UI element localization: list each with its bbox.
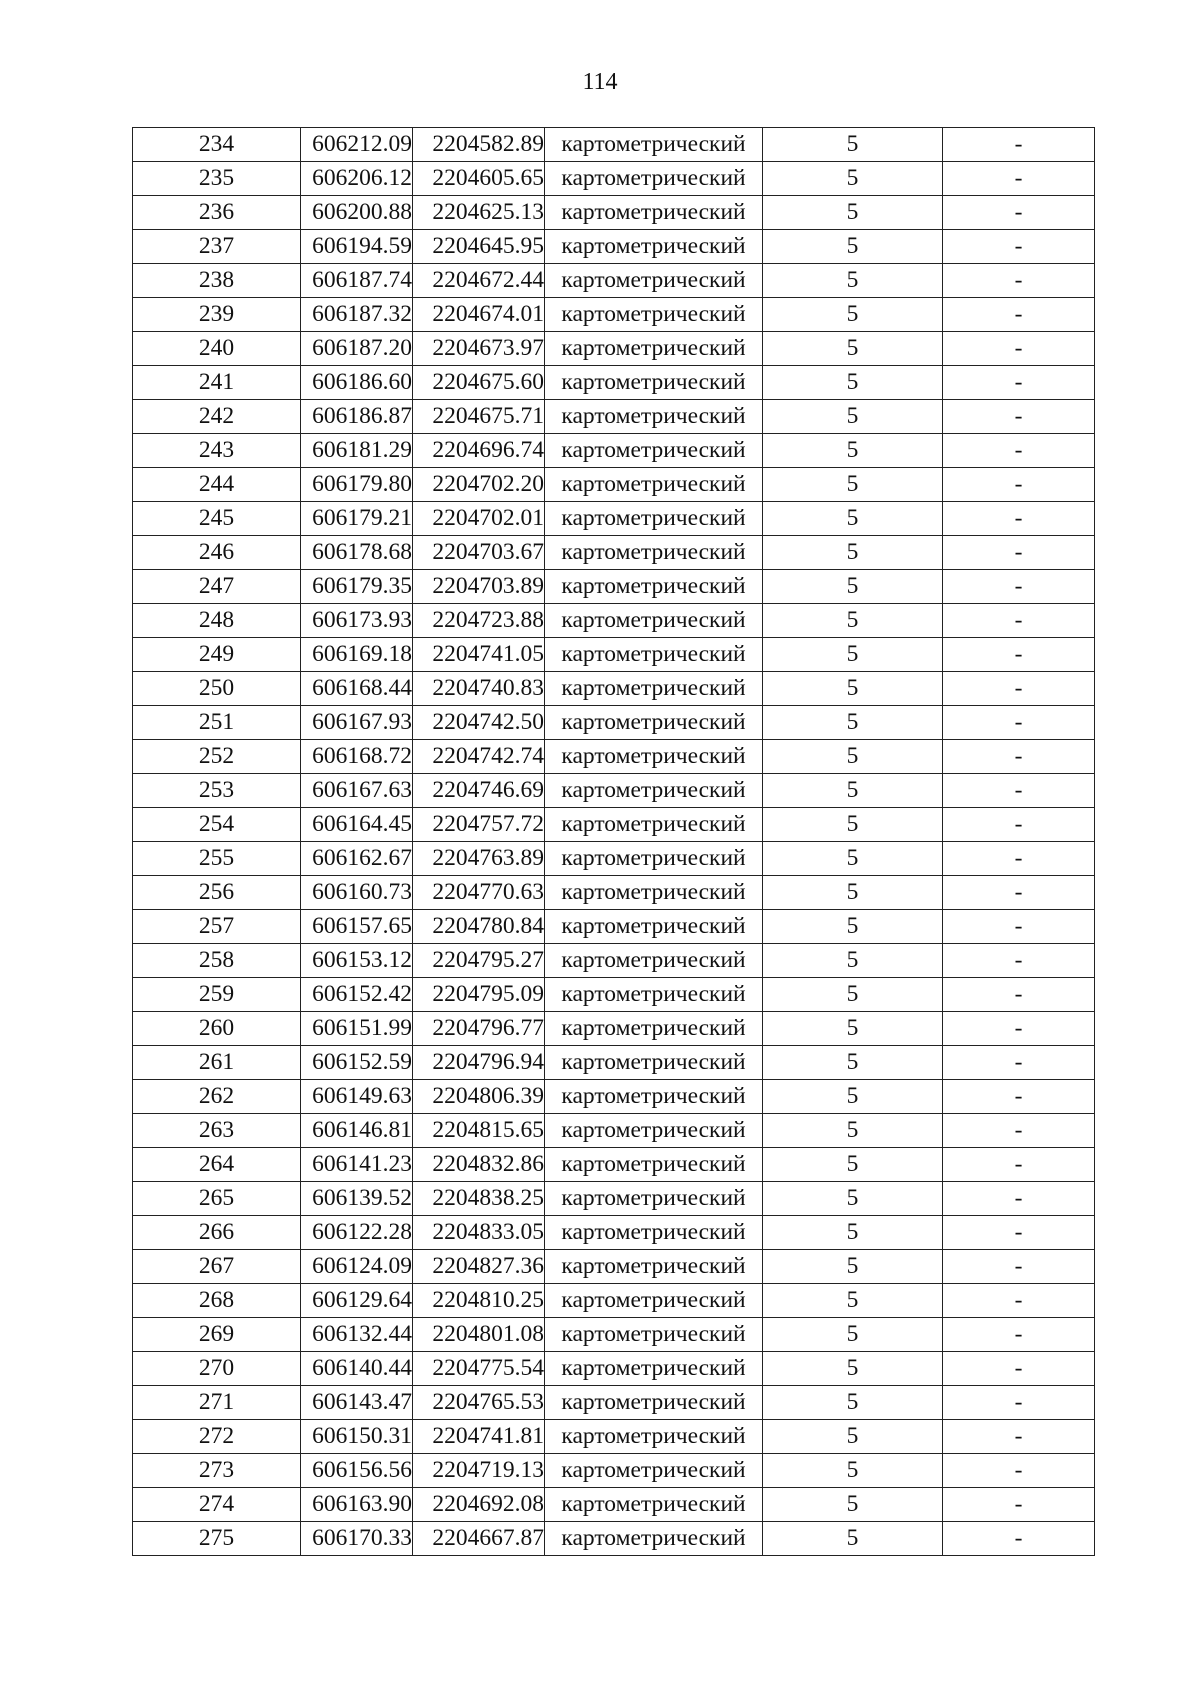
note-cell: - [943, 536, 1095, 570]
method-cell: картометрический [545, 332, 763, 366]
x-coordinate-cell: 606164.45 [301, 808, 413, 842]
x-coordinate-cell: 606149.63 [301, 1080, 413, 1114]
method-cell: картометрический [545, 910, 763, 944]
y-coordinate-cell: 2204795.27 [413, 944, 545, 978]
point-number-cell: 264 [133, 1148, 301, 1182]
accuracy-cell: 5 [763, 842, 943, 876]
note-cell: - [943, 740, 1095, 774]
point-number-cell: 255 [133, 842, 301, 876]
point-number-cell: 242 [133, 400, 301, 434]
method-cell: картометрический [545, 162, 763, 196]
note-cell: - [943, 1046, 1095, 1080]
accuracy-cell: 5 [763, 468, 943, 502]
x-coordinate-cell: 606168.72 [301, 740, 413, 774]
point-number-cell: 274 [133, 1488, 301, 1522]
x-coordinate-cell: 606140.44 [301, 1352, 413, 1386]
accuracy-cell: 5 [763, 1046, 943, 1080]
y-coordinate-cell: 2204674.01 [413, 298, 545, 332]
x-coordinate-cell: 606162.67 [301, 842, 413, 876]
note-cell: - [943, 434, 1095, 468]
method-cell: картометрический [545, 1352, 763, 1386]
y-coordinate-cell: 2204692.08 [413, 1488, 545, 1522]
x-coordinate-cell: 606179.21 [301, 502, 413, 536]
note-cell: - [943, 1080, 1095, 1114]
note-cell: - [943, 162, 1095, 196]
method-cell: картометрический [545, 366, 763, 400]
point-number-cell: 272 [133, 1420, 301, 1454]
x-coordinate-cell: 606141.23 [301, 1148, 413, 1182]
y-coordinate-cell: 2204827.36 [413, 1250, 545, 1284]
point-number-cell: 240 [133, 332, 301, 366]
x-coordinate-cell: 606169.18 [301, 638, 413, 672]
table-row [133, 162, 1095, 196]
method-cell: картометрический [545, 1114, 763, 1148]
method-cell: картометрический [545, 1488, 763, 1522]
y-coordinate-cell: 2204702.01 [413, 502, 545, 536]
x-coordinate-cell: 606200.88 [301, 196, 413, 230]
x-coordinate-cell: 606187.20 [301, 332, 413, 366]
x-coordinate-cell: 606150.31 [301, 1420, 413, 1454]
table-row [133, 230, 1095, 264]
point-number-cell: 267 [133, 1250, 301, 1284]
y-coordinate-cell: 2204775.54 [413, 1352, 545, 1386]
note-cell: - [943, 1148, 1095, 1182]
method-cell: картометрический [545, 1012, 763, 1046]
y-coordinate-cell: 2204645.95 [413, 230, 545, 264]
note-cell: - [943, 978, 1095, 1012]
accuracy-cell: 5 [763, 536, 943, 570]
method-cell: картометрический [545, 706, 763, 740]
point-number-cell: 262 [133, 1080, 301, 1114]
accuracy-cell: 5 [763, 604, 943, 638]
table-row [133, 638, 1095, 672]
x-coordinate-cell: 606212.09 [301, 128, 413, 162]
accuracy-cell: 5 [763, 1148, 943, 1182]
accuracy-cell: 5 [763, 196, 943, 230]
table-row [133, 842, 1095, 876]
y-coordinate-cell: 2204796.77 [413, 1012, 545, 1046]
accuracy-cell: 5 [763, 740, 943, 774]
x-coordinate-cell: 606179.35 [301, 570, 413, 604]
accuracy-cell: 5 [763, 978, 943, 1012]
accuracy-cell: 5 [763, 230, 943, 264]
x-coordinate-cell: 606156.56 [301, 1454, 413, 1488]
table-row [133, 1420, 1095, 1454]
method-cell: картометрический [545, 570, 763, 604]
method-cell: картометрический [545, 740, 763, 774]
point-number-cell: 237 [133, 230, 301, 264]
point-number-cell: 235 [133, 162, 301, 196]
accuracy-cell: 5 [763, 128, 943, 162]
y-coordinate-cell: 2204742.50 [413, 706, 545, 740]
note-cell: - [943, 502, 1095, 536]
method-cell: картометрический [545, 128, 763, 162]
method-cell: картометрический [545, 1250, 763, 1284]
method-cell: картометрический [545, 1148, 763, 1182]
method-cell: картометрический [545, 400, 763, 434]
method-cell: картометрический [545, 1522, 763, 1556]
y-coordinate-cell: 2204741.05 [413, 638, 545, 672]
method-cell: картометрический [545, 604, 763, 638]
y-coordinate-cell: 2204765.53 [413, 1386, 545, 1420]
table-row [133, 910, 1095, 944]
note-cell: - [943, 876, 1095, 910]
point-number-cell: 247 [133, 570, 301, 604]
note-cell: - [943, 264, 1095, 298]
method-cell: картометрический [545, 1386, 763, 1420]
note-cell: - [943, 468, 1095, 502]
y-coordinate-cell: 2204696.74 [413, 434, 545, 468]
x-coordinate-cell: 606157.65 [301, 910, 413, 944]
note-cell: - [943, 128, 1095, 162]
x-coordinate-cell: 606187.32 [301, 298, 413, 332]
method-cell: картометрический [545, 774, 763, 808]
table-row [133, 1080, 1095, 1114]
x-coordinate-cell: 606153.12 [301, 944, 413, 978]
method-cell: картометрический [545, 196, 763, 230]
point-number-cell: 270 [133, 1352, 301, 1386]
table-row [133, 298, 1095, 332]
point-number-cell: 269 [133, 1318, 301, 1352]
point-number-cell: 254 [133, 808, 301, 842]
y-coordinate-cell: 2204815.65 [413, 1114, 545, 1148]
y-coordinate-cell: 2204801.08 [413, 1318, 545, 1352]
y-coordinate-cell: 2204582.89 [413, 128, 545, 162]
point-number-cell: 273 [133, 1454, 301, 1488]
note-cell: - [943, 400, 1095, 434]
y-coordinate-cell: 2204667.87 [413, 1522, 545, 1556]
accuracy-cell: 5 [763, 1080, 943, 1114]
table-row [133, 978, 1095, 1012]
note-cell: - [943, 298, 1095, 332]
note-cell: - [943, 604, 1095, 638]
point-number-cell: 275 [133, 1522, 301, 1556]
note-cell: - [943, 1454, 1095, 1488]
accuracy-cell: 5 [763, 1318, 943, 1352]
x-coordinate-cell: 606168.44 [301, 672, 413, 706]
point-number-cell: 238 [133, 264, 301, 298]
point-number-cell: 271 [133, 1386, 301, 1420]
method-cell: картометрический [545, 842, 763, 876]
table-row [133, 706, 1095, 740]
table-row [133, 128, 1095, 162]
note-cell: - [943, 638, 1095, 672]
point-number-cell: 258 [133, 944, 301, 978]
note-cell: - [943, 706, 1095, 740]
x-coordinate-cell: 606152.59 [301, 1046, 413, 1080]
table-row [133, 536, 1095, 570]
accuracy-cell: 5 [763, 434, 943, 468]
method-cell: картометрический [545, 808, 763, 842]
point-number-cell: 244 [133, 468, 301, 502]
point-number-cell: 234 [133, 128, 301, 162]
y-coordinate-cell: 2204672.44 [413, 264, 545, 298]
table-row [133, 944, 1095, 978]
accuracy-cell: 5 [763, 502, 943, 536]
table-row [133, 774, 1095, 808]
point-number-cell: 259 [133, 978, 301, 1012]
y-coordinate-cell: 2204742.74 [413, 740, 545, 774]
y-coordinate-cell: 2204838.25 [413, 1182, 545, 1216]
x-coordinate-cell: 606122.28 [301, 1216, 413, 1250]
y-coordinate-cell: 2204796.94 [413, 1046, 545, 1080]
method-cell: картометрический [545, 672, 763, 706]
table-row [133, 1352, 1095, 1386]
y-coordinate-cell: 2204763.89 [413, 842, 545, 876]
y-coordinate-cell: 2204723.88 [413, 604, 545, 638]
point-number-cell: 245 [133, 502, 301, 536]
accuracy-cell: 5 [763, 876, 943, 910]
y-coordinate-cell: 2204806.39 [413, 1080, 545, 1114]
x-coordinate-cell: 606152.42 [301, 978, 413, 1012]
x-coordinate-cell: 606129.64 [301, 1284, 413, 1318]
note-cell: - [943, 1488, 1095, 1522]
y-coordinate-cell: 2204810.25 [413, 1284, 545, 1318]
y-coordinate-cell: 2204795.09 [413, 978, 545, 1012]
point-number-cell: 261 [133, 1046, 301, 1080]
x-coordinate-cell: 606179.80 [301, 468, 413, 502]
accuracy-cell: 5 [763, 910, 943, 944]
accuracy-cell: 5 [763, 638, 943, 672]
table-row [133, 1114, 1095, 1148]
x-coordinate-cell: 606170.33 [301, 1522, 413, 1556]
note-cell: - [943, 1318, 1095, 1352]
x-coordinate-cell: 606181.29 [301, 434, 413, 468]
point-number-cell: 246 [133, 536, 301, 570]
table-row [133, 1522, 1095, 1556]
method-cell: картометрический [545, 264, 763, 298]
note-cell: - [943, 1216, 1095, 1250]
point-number-cell: 268 [133, 1284, 301, 1318]
accuracy-cell: 5 [763, 264, 943, 298]
note-cell: - [943, 774, 1095, 808]
point-number-cell: 236 [133, 196, 301, 230]
method-cell: картометрический [545, 876, 763, 910]
x-coordinate-cell: 606194.59 [301, 230, 413, 264]
accuracy-cell: 5 [763, 570, 943, 604]
note-cell: - [943, 1522, 1095, 1556]
note-cell: - [943, 808, 1095, 842]
method-cell: картометрический [545, 1216, 763, 1250]
table-row [133, 1148, 1095, 1182]
table-row [133, 1046, 1095, 1080]
accuracy-cell: 5 [763, 1420, 943, 1454]
note-cell: - [943, 842, 1095, 876]
y-coordinate-cell: 2204741.81 [413, 1420, 545, 1454]
point-number-cell: 241 [133, 366, 301, 400]
y-coordinate-cell: 2204770.63 [413, 876, 545, 910]
note-cell: - [943, 944, 1095, 978]
note-cell: - [943, 1352, 1095, 1386]
method-cell: картометрический [545, 1182, 763, 1216]
method-cell: картометрический [545, 1284, 763, 1318]
accuracy-cell: 5 [763, 1012, 943, 1046]
accuracy-cell: 5 [763, 774, 943, 808]
point-number-cell: 263 [133, 1114, 301, 1148]
note-cell: - [943, 1182, 1095, 1216]
note-cell: - [943, 332, 1095, 366]
note-cell: - [943, 1012, 1095, 1046]
point-number-cell: 256 [133, 876, 301, 910]
note-cell: - [943, 672, 1095, 706]
y-coordinate-cell: 2204832.86 [413, 1148, 545, 1182]
point-number-cell: 250 [133, 672, 301, 706]
point-number-cell: 249 [133, 638, 301, 672]
y-coordinate-cell: 2204675.71 [413, 400, 545, 434]
method-cell: картометрический [545, 434, 763, 468]
table-row [133, 264, 1095, 298]
table-row [133, 570, 1095, 604]
x-coordinate-cell: 606186.87 [301, 400, 413, 434]
point-number-cell: 252 [133, 740, 301, 774]
accuracy-cell: 5 [763, 332, 943, 366]
table-row [133, 1250, 1095, 1284]
y-coordinate-cell: 2204833.05 [413, 1216, 545, 1250]
x-coordinate-cell: 606139.52 [301, 1182, 413, 1216]
x-coordinate-cell: 606146.81 [301, 1114, 413, 1148]
note-cell: - [943, 1114, 1095, 1148]
x-coordinate-cell: 606206.12 [301, 162, 413, 196]
method-cell: картометрический [545, 536, 763, 570]
note-cell: - [943, 230, 1095, 264]
y-coordinate-cell: 2204625.13 [413, 196, 545, 230]
accuracy-cell: 5 [763, 1454, 943, 1488]
table-row [133, 740, 1095, 774]
point-number-cell: 239 [133, 298, 301, 332]
table-row [133, 1386, 1095, 1420]
method-cell: картометрический [545, 1046, 763, 1080]
table-row [133, 1284, 1095, 1318]
accuracy-cell: 5 [763, 1216, 943, 1250]
y-coordinate-cell: 2204703.89 [413, 570, 545, 604]
note-cell: - [943, 910, 1095, 944]
x-coordinate-cell: 606124.09 [301, 1250, 413, 1284]
method-cell: картометрический [545, 1080, 763, 1114]
note-cell: - [943, 1386, 1095, 1420]
note-cell: - [943, 366, 1095, 400]
table-row [133, 400, 1095, 434]
method-cell: картометрический [545, 298, 763, 332]
method-cell: картометрический [545, 1420, 763, 1454]
point-number-cell: 248 [133, 604, 301, 638]
accuracy-cell: 5 [763, 298, 943, 332]
method-cell: картометрический [545, 944, 763, 978]
table-row [133, 1454, 1095, 1488]
accuracy-cell: 5 [763, 1250, 943, 1284]
y-coordinate-cell: 2204605.65 [413, 162, 545, 196]
table-row [133, 332, 1095, 366]
note-cell: - [943, 570, 1095, 604]
note-cell: - [943, 1420, 1095, 1454]
x-coordinate-cell: 606178.68 [301, 536, 413, 570]
accuracy-cell: 5 [763, 1182, 943, 1216]
x-coordinate-cell: 606167.93 [301, 706, 413, 740]
method-cell: картометрический [545, 1318, 763, 1352]
page-number: 114 [582, 69, 618, 95]
method-cell: картометрический [545, 230, 763, 264]
x-coordinate-cell: 606187.74 [301, 264, 413, 298]
table-row [133, 1012, 1095, 1046]
x-coordinate-cell: 606167.63 [301, 774, 413, 808]
y-coordinate-cell: 2204702.20 [413, 468, 545, 502]
coordinates-table [132, 127, 1095, 1556]
y-coordinate-cell: 2204740.83 [413, 672, 545, 706]
y-coordinate-cell: 2204780.84 [413, 910, 545, 944]
x-coordinate-cell: 606160.73 [301, 876, 413, 910]
accuracy-cell: 5 [763, 366, 943, 400]
accuracy-cell: 5 [763, 706, 943, 740]
table-row [133, 1488, 1095, 1522]
y-coordinate-cell: 2204673.97 [413, 332, 545, 366]
point-number-cell: 265 [133, 1182, 301, 1216]
point-number-cell: 266 [133, 1216, 301, 1250]
method-cell: картометрический [545, 978, 763, 1012]
table-row [133, 502, 1095, 536]
accuracy-cell: 5 [763, 672, 943, 706]
accuracy-cell: 5 [763, 1352, 943, 1386]
y-coordinate-cell: 2204675.60 [413, 366, 545, 400]
accuracy-cell: 5 [763, 1284, 943, 1318]
x-coordinate-cell: 606132.44 [301, 1318, 413, 1352]
accuracy-cell: 5 [763, 1488, 943, 1522]
x-coordinate-cell: 606186.60 [301, 366, 413, 400]
table-row [133, 196, 1095, 230]
x-coordinate-cell: 606143.47 [301, 1386, 413, 1420]
table-row [133, 434, 1095, 468]
note-cell: - [943, 1250, 1095, 1284]
method-cell: картометрический [545, 502, 763, 536]
accuracy-cell: 5 [763, 1114, 943, 1148]
y-coordinate-cell: 2204719.13 [413, 1454, 545, 1488]
table-row [133, 672, 1095, 706]
table-row [133, 876, 1095, 910]
point-number-cell: 251 [133, 706, 301, 740]
x-coordinate-cell: 606173.93 [301, 604, 413, 638]
method-cell: картометрический [545, 638, 763, 672]
note-cell: - [943, 1284, 1095, 1318]
point-number-cell: 253 [133, 774, 301, 808]
x-coordinate-cell: 606163.90 [301, 1488, 413, 1522]
note-cell: - [943, 196, 1095, 230]
point-number-cell: 260 [133, 1012, 301, 1046]
table-row [133, 1216, 1095, 1250]
y-coordinate-cell: 2204703.67 [413, 536, 545, 570]
table-row [133, 468, 1095, 502]
table-row [133, 366, 1095, 400]
method-cell: картометрический [545, 468, 763, 502]
y-coordinate-cell: 2204746.69 [413, 774, 545, 808]
accuracy-cell: 5 [763, 808, 943, 842]
method-cell: картометрический [545, 1454, 763, 1488]
y-coordinate-cell: 2204757.72 [413, 808, 545, 842]
accuracy-cell: 5 [763, 944, 943, 978]
point-number-cell: 257 [133, 910, 301, 944]
table-row [133, 604, 1095, 638]
table-body [133, 128, 1095, 1556]
accuracy-cell: 5 [763, 400, 943, 434]
x-coordinate-cell: 606151.99 [301, 1012, 413, 1046]
accuracy-cell: 5 [763, 1522, 943, 1556]
accuracy-cell: 5 [763, 1386, 943, 1420]
point-number-cell: 243 [133, 434, 301, 468]
table-row [133, 1182, 1095, 1216]
accuracy-cell: 5 [763, 162, 943, 196]
table-row [133, 1318, 1095, 1352]
table-row [133, 808, 1095, 842]
